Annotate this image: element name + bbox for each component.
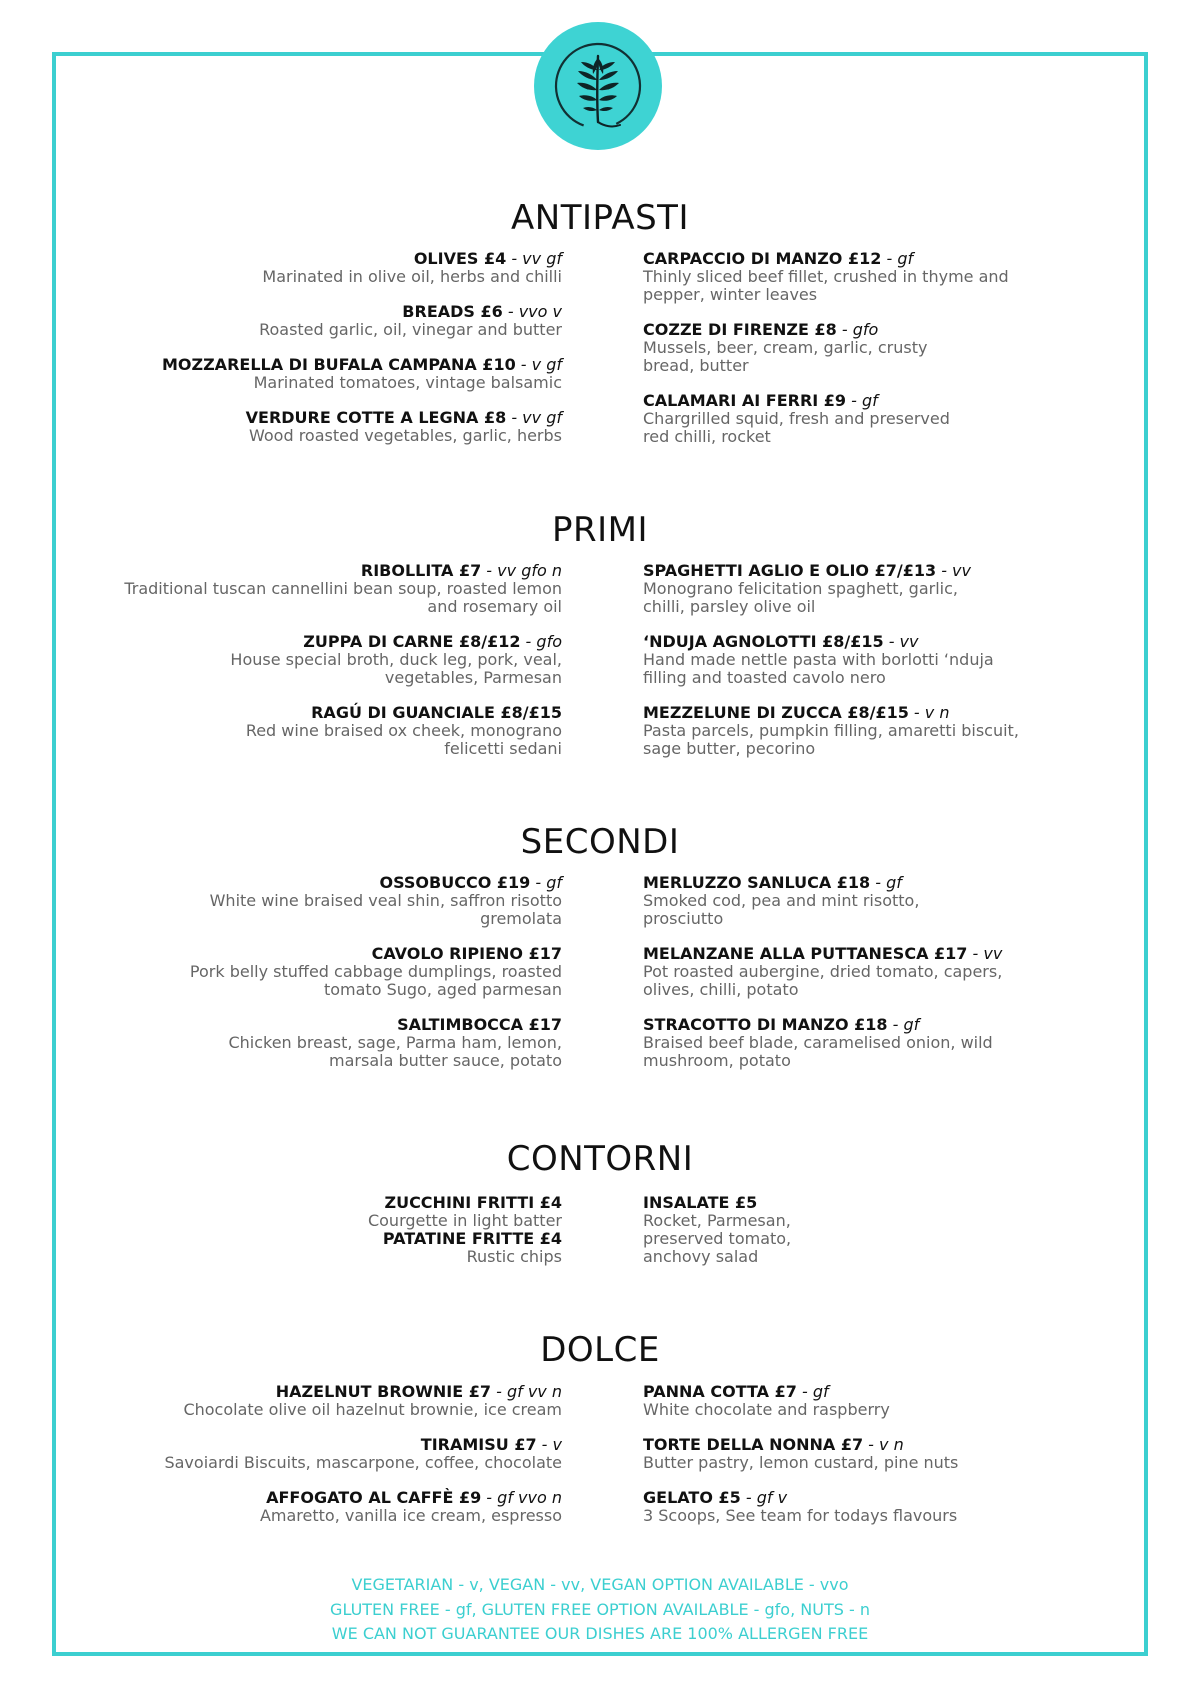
contorni-left-column (122, 1194, 562, 1283)
item-dietary-tags: - gf (881, 249, 914, 268)
item-description: Marinated tomatoes, vintage balsamic (253, 373, 562, 392)
menu-item (122, 1194, 562, 1230)
allergen-key-line: GLUTEN FREE - gf, GLUTEN FREE OPTION AVAILABLE - gfo, NUTS - n (330, 1599, 870, 1619)
allergen-key-line: VEGETARIAN - v, VEGAN - vv, VEGAN OPTION AVAILABLE - vvo (351, 1575, 849, 1594)
item-dietary-tags: - gf (796, 1382, 829, 1401)
item-name: RIBOLLITA £7 (360, 561, 482, 580)
item-dietary-tags: - vv gfo n (481, 561, 562, 580)
menu-item (122, 704, 562, 758)
item-name: ZUPPA DI CARNE £8/£12 (303, 632, 521, 651)
item-name: GELATO £5 (643, 1488, 741, 1507)
item-dietary-tags: - gf v (740, 1488, 788, 1507)
menu-item (122, 633, 562, 687)
menu-item (643, 392, 1033, 446)
item-name: COZZE DI FIRENZE £8 (643, 320, 837, 339)
menu-item (643, 562, 1053, 616)
item-dietary-tags: - gf (846, 391, 878, 410)
menu-item (643, 633, 1053, 687)
menu-item (122, 945, 562, 999)
item-description: Wood roasted vegetables, garlic, herbs (248, 426, 562, 445)
item-name: MELANZANE ALLA PUTTANESCA £17 (643, 944, 968, 963)
item-description: 3 Scoops, See team for todays flavours (643, 1506, 958, 1525)
item-name: AFFOGATO AL CAFFÈ £9 (266, 1488, 482, 1507)
item-name: PANNA COTTA £7 (643, 1382, 797, 1401)
menu-item (122, 356, 562, 392)
item-dietary-tags: - gfo (520, 632, 562, 651)
item-name: STRACOTTO DI MANZO £18 (643, 1015, 888, 1034)
item-name: VERDURE COTTE A LEGNA £8 (245, 408, 507, 427)
menu-item (643, 250, 1033, 304)
item-description: Hand made nettle pasta with borlotti ‘nduja filling and toasted cavolo nero (643, 650, 994, 687)
item-dietary-tags: - v (536, 1435, 562, 1454)
item-description: Traditional tuscan cannellini bean soup, roasted lemon and rosemary oil (124, 579, 562, 616)
menu-item (122, 874, 562, 928)
menu-item (122, 250, 562, 286)
menu-item (643, 1383, 1063, 1419)
menu-item (122, 1230, 562, 1266)
item-description: Rustic chips (466, 1247, 562, 1266)
secondi-left-column (122, 874, 562, 1087)
secondi-right-column (643, 874, 1043, 1087)
item-name: SALTIMBOCCA £17 (397, 1015, 562, 1034)
item-name: INSALATE £5 (643, 1193, 758, 1212)
item-dietary-tags: - vv (936, 561, 971, 580)
item-dietary-tags: - gf (530, 873, 562, 892)
menu-item (122, 409, 562, 445)
item-dietary-tags: - gf vvo n (481, 1488, 562, 1507)
antipasti-left-column (122, 250, 562, 462)
item-dietary-tags: - vv (967, 944, 1003, 963)
menu-item (122, 562, 562, 616)
item-description: White chocolate and raspberry (643, 1400, 890, 1419)
item-description: Rocket, Parmesan, preserved tomato, anchovy salad (643, 1211, 792, 1266)
item-dietary-tags: - vv gf (506, 249, 562, 268)
menu-item (122, 1383, 562, 1419)
item-dietary-tags: - v n (863, 1435, 904, 1454)
menu-item (122, 1436, 562, 1472)
item-dietary-tags: - gf (870, 873, 902, 892)
primi-right-column (643, 562, 1053, 775)
item-description: Amaretto, vanilla ice cream, espresso (259, 1506, 562, 1525)
item-name: CARPACCIO DI MANZO £12 (643, 249, 882, 268)
item-name: TIRAMISU £7 (420, 1435, 537, 1454)
item-description: Roasted garlic, oil, vinegar and butter (259, 320, 562, 339)
section-heading-secondi: SECONDI (520, 822, 680, 862)
menu-item (643, 321, 1033, 375)
item-description: White wine braised veal shin, saffron risotto gremolata (209, 891, 562, 928)
menu-item (122, 1489, 562, 1525)
menu-item (643, 1436, 1063, 1472)
item-description: Red wine braised ox cheek, monograno felicetti sedani (245, 721, 562, 758)
menu-item (643, 704, 1053, 758)
item-description: Pasta parcels, pumpkin filling, amaretti biscuit, sage butter, pecorino (643, 721, 1019, 758)
item-description: Pork belly stuffed cabbage dumplings, roasted tomato Sugo, aged parmesan (189, 962, 562, 999)
antipasti-right-column (643, 250, 1033, 463)
primi-left-column (122, 562, 562, 775)
item-name: OLIVES £4 (413, 249, 507, 268)
menu-item (643, 874, 1043, 928)
section-heading-antipasti: ANTIPASTI (511, 198, 689, 238)
rosemary-sprig-icon (534, 22, 662, 150)
item-dietary-tags: - gf vv n (491, 1382, 562, 1401)
item-name: MEZZELUNE DI ZUCCA £8/£15 (643, 703, 909, 722)
menu-item (122, 1016, 562, 1070)
item-name: RAGÚ DI GUANCIALE £8/£15 (311, 703, 562, 722)
item-dietary-tags: - v gf (515, 355, 562, 374)
item-description: Chargrilled squid, fresh and preserved red chilli, rocket (643, 409, 950, 446)
item-dietary-tags: - v n (908, 703, 950, 722)
item-description: Pot roasted aubergine, dried tomato, capers, olives, chilli, potato (643, 962, 1003, 999)
restaurant-logo (534, 22, 662, 150)
item-description: Chicken breast, sage, Parma ham, lemon, marsala butter sauce, potato (228, 1033, 562, 1070)
item-description: Butter pastry, lemon custard, pine nuts (643, 1453, 959, 1472)
menu-item (643, 1016, 1043, 1070)
allergen-key (0, 1573, 1200, 1647)
menu-item (122, 303, 562, 339)
item-description: Mussels, beer, cream, garlic, crusty bread, butter (643, 338, 928, 375)
item-name: MOZZARELLA DI BUFALA CAMPANA £10 (161, 355, 516, 374)
item-name: MERLUZZO SANLUCA £18 (643, 873, 871, 892)
item-description: Courgette in light batter (367, 1211, 562, 1230)
item-name: SPAGHETTI AGLIO E OLIO £7/£13 (643, 561, 937, 580)
item-dietary-tags: - gfo (836, 320, 879, 339)
item-description: Monograno felicitation spaghett, garlic, chilli, parsley olive oil (643, 579, 958, 616)
item-name: BREADS £6 (402, 302, 503, 321)
item-description: Smoked cod, pea and mint risotto, prosciutto (643, 891, 920, 928)
menu-item (643, 1194, 813, 1266)
item-name: CALAMARI AI FERRI £9 (643, 391, 847, 410)
item-dietary-tags: - vv (883, 632, 919, 651)
item-name: ZUCCHINI FRITTI £4 (384, 1193, 562, 1212)
item-dietary-tags: - gf (887, 1015, 920, 1034)
item-description: Savoiardi Biscuits, mascarpone, coffee, chocolate (164, 1453, 562, 1472)
menu-item (643, 1489, 1063, 1525)
section-heading-dolce: DOLCE (540, 1330, 660, 1370)
section-heading-contorni: CONTORNI (506, 1139, 694, 1179)
item-description: House special broth, duck leg, pork, veal, vegetables, Parmesan (230, 650, 562, 687)
dolce-right-column (643, 1383, 1063, 1542)
dolce-left-column (122, 1383, 562, 1542)
item-name: CAVOLO RIPIENO £17 (371, 944, 562, 963)
item-description: Braised beef blade, caramelised onion, wild mushroom, potato (643, 1033, 993, 1070)
item-name: OSSOBUCCO £19 (379, 873, 531, 892)
allergen-disclaimer: WE CAN NOT GUARANTEE OUR DISHES ARE 100% ALLERGEN FREE (331, 1624, 869, 1643)
item-name: ‘NDUJA AGNOLOTTI £8/£15 (643, 632, 884, 651)
item-name: HAZELNUT BROWNIE £7 (275, 1382, 492, 1401)
section-heading-primi: PRIMI (551, 510, 649, 550)
item-description: Marinated in olive oil, herbs and chilli (262, 267, 562, 286)
item-dietary-tags: - vvo v (502, 302, 562, 321)
item-description: Chocolate olive oil hazelnut brownie, ice cream (183, 1400, 562, 1419)
item-name: PATATINE FRITTE £4 (382, 1229, 562, 1248)
menu-item (643, 945, 1043, 999)
contorni-right-column (643, 1194, 813, 1283)
item-name: TORTE DELLA NONNA £7 (643, 1435, 864, 1454)
item-description: Thinly sliced beef fillet, crushed in thyme and pepper, winter leaves (643, 267, 1009, 304)
item-dietary-tags: - vv gf (506, 408, 562, 427)
